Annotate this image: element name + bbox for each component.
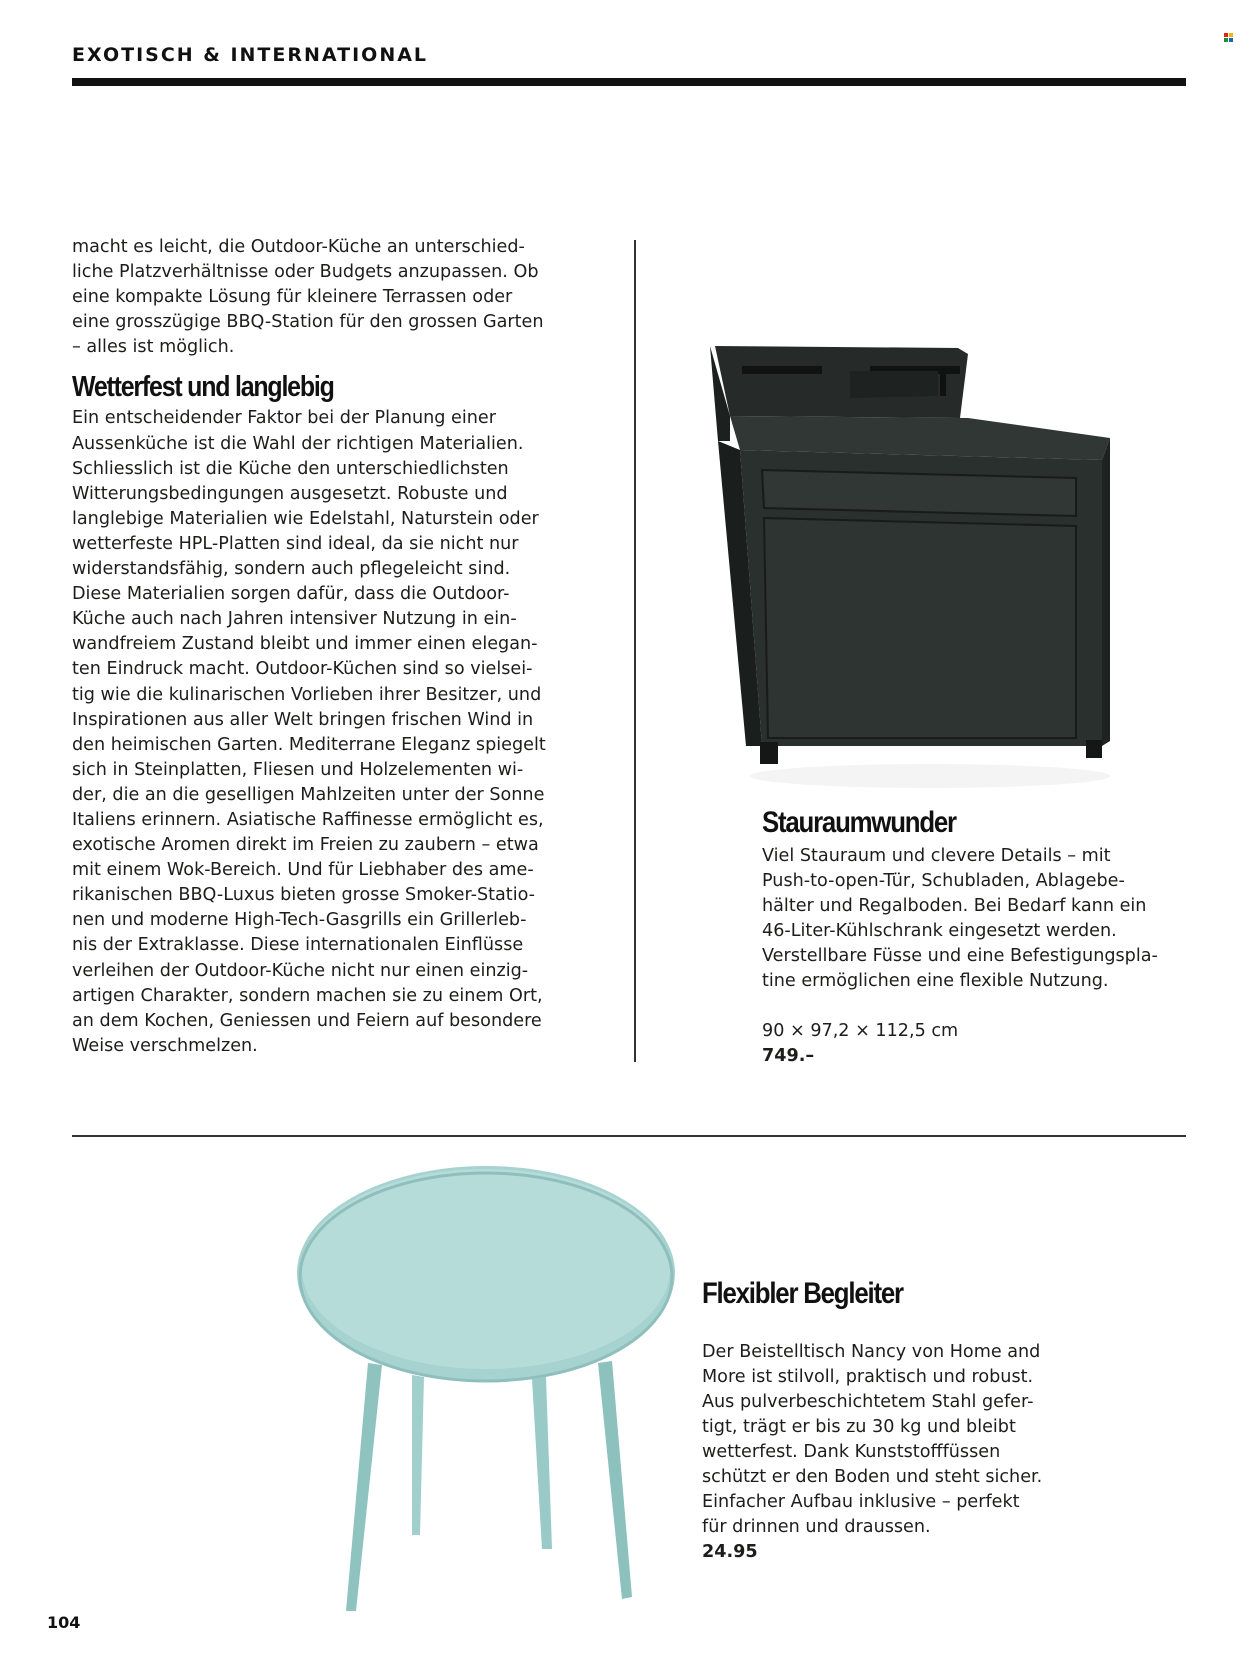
product-cabinet-description: Viel Stauraum und clevere Details – mit Push-to-open-Tür, Schubladen, Ablagebe- hälter und Regalboden. Bei Bedarf kann ein 46-Liter-Kühlschrank eingesetzt werden. Verstellbare Füsse und eine Befestigungspla- tine ermöglichen eine flexible Nutzung. <box>762 846 1158 991</box>
intro-paragraph: macht es leicht, die Outdoor-Küche an unterschied- liche Platzverhältnisse oder Budgets anzupassen. Ob eine kompakte Lösung für kleinere Terrassen oder eine grosszügige BBQ-Station für den grossen Garten – alles ist möglich. <box>72 237 544 358</box>
product-cabinet-dimensions: 90 × 97,2 × 112,5 cm <box>762 1021 959 1041</box>
header-rule <box>72 78 1186 86</box>
product-cabinet-price: 749.– <box>762 1046 815 1066</box>
article-subheading: Wetterfest und langlebig <box>72 371 334 404</box>
product-cabinet-pricing <box>762 994 1162 1069</box>
article-body: Ein entscheidender Faktor bei der Planung einer Aussenküche ist die Wahl der richtigen Materialien. Schliesslich ist die Küche den unterschiedlichsten Witterungsbedingungen ausgesetzt. Robuste und langlebige Materialien wie Edelstahl, Naturstein oder wetterfeste HPL-Platten sind ideal, da sie nicht nur widerstandsfähig, sondern auch pflegeleicht sind. Diese Materialien sorgen dafür, dass die Outdoor- Küche auch nach Jahren intensiver Nutzung in ein- wandfreiem Zustand bleibt und immer einen elegan- ten Eindruck macht. Outdoor-Küchen sind so vielsei- tig wie die kulinarischen Vorlieben ihrer Besitzer, und Inspirationen aus aller Welt bringen frischen Wind in den heimischen Garten. Mediterrane Eleganz spiegelt sich in Steinplatten, Fliesen und Holzelementen wi- der, die an die geselligen Mahlzeiten unter der Sonne Italiens erinnern. Asiatische Raffinesse ermöglicht es, exotische Aromen direkt im Freien zu zaubern – etwa mit einem Wok-Bereich. Und für Liebhaber des ame- rikanischen BBQ-Luxus bieten grosse Smoker-Statio- nen und moderne High-Tech-Gasgrills ein Grillerleb- nis der Extraklasse. Diese internationalen Einflüsse verleihen der Outdoor-Küche nicht nur einen einzig- artigen Charakter, sondern machen sie zu einem Ort, an dem Kochen, Geniessen und Feiern auf besondere Weise verschmelzen. <box>72 408 546 1056</box>
brand-logo-icon <box>1224 33 1233 42</box>
product-table-description: Der Beistelltisch Nancy von Home and More ist stilvoll, praktisch und robust. Aus pulverbeschichtetem Stahl gefer- tigt, trägt er bis zu 30 kg und bleibt wetterfest. Dank Kunststofffüssen schützt er den Boden und steht sicher. Einfacher Aufbau inklusive – perfekt für drinnen und draussen. <box>702 1342 1043 1537</box>
section-divider <box>72 1135 1186 1137</box>
article-column <box>72 235 552 1059</box>
product-table-text <box>702 1315 1132 1565</box>
section-title: EXOTISCH & INTERNATIONAL <box>72 44 429 66</box>
product-table <box>702 1277 1132 1565</box>
outdoor-cabinet-image <box>700 346 1150 806</box>
product-table-title: Flexibler Begleiter <box>702 1277 903 1310</box>
product-table-price: 24.95 <box>702 1542 758 1562</box>
page-number: 104 <box>47 1613 81 1632</box>
product-cabinet <box>762 806 1162 1069</box>
product-cabinet-title: Stauraumwunder <box>762 806 956 839</box>
side-table-image <box>296 1165 676 1615</box>
column-divider <box>634 240 636 1062</box>
